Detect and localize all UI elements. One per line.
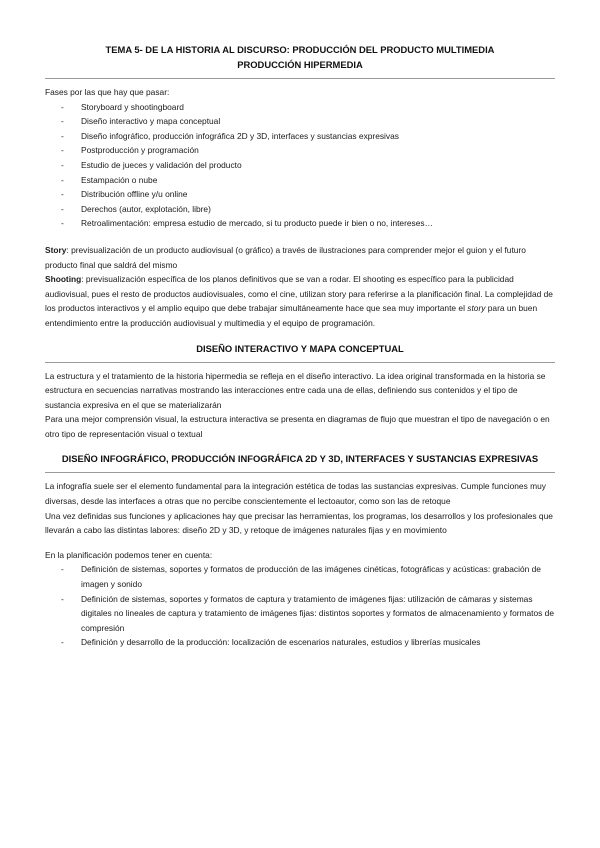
list-item: - Derechos (autor, explotación, libre) [61,202,555,217]
list-item: - Diseño interactivo y mapa conceptual [61,114,555,129]
section-divider [45,362,555,363]
infographic-paragraph-1: La infografía suele ser el elemento fundamental para la integración estética de todas las sustancias expresivas. Cumple funciones muy diversas, desde las interfaces a otras que no percibe conscientemente el lectoautor, como son las de retoque [45,481,546,507]
section-divider [45,472,555,473]
interactive-paragraph-1: La estructura y el tratamiento de la historia hipermedia se refleja en el diseño interactivo. La idea original transformada en la historia se estructura en secuencias narrativas mostrando las interacciones entre cada una de ellas, definiendo sus contenidos y el tipo de sustancia expresiva en el que se materializarán [45,370,546,410]
list-item: - Distribución offline y/u online [61,187,555,202]
story-text: : previsualización de un producto audiovisual (o gráfico) a través de ilustraciones para comprender mejor el guion y el futuro producto final que saldrá del mismo [45,244,526,270]
list-item: - Estampación o nube [61,173,555,188]
interactive-paragraph-2: Para una mejor comprensión visual, la estructura interactiva se presenta en diagramas de flujo que muestran el tipo de navegación o en otro tipo de representación visual o textual [45,414,550,439]
list-item: - Estudio de jueces y validación del producto [61,158,555,173]
heading-infographic-design: DISEÑO INFOGRÁFICO, PRODUCCIÓN INFOGRÁFICA 2D Y 3D, INTERFACES Y SUSTANCIAS EXPRESIVAS [61,453,539,465]
list-item: - Definición de sistemas, soportes y formatos de captura y tratamiento de imágenes fijas: utilización de cámaras y sistemas digitales no lineales de captura y tratamiento de imágenes fijas: distintos soportes y formatos de almacenamiento y formatos de compresión [61,592,555,636]
shooting-definition [45,272,555,330]
title-divider [45,78,555,79]
list-item: - Retroalimentación: empresa estudio de mercado, si tu producto puede ir bien o no, intereses… [61,216,555,231]
phases-list [45,100,555,231]
list-item: - Postproducción y programación [61,143,555,158]
story-term: Story [45,244,67,255]
planning-intro: En la planificación podemos tener en cuenta: [45,549,213,560]
shooting-term: Shooting [45,274,82,285]
document-title-line2: PRODUCCIÓN HIPERMEDIA [237,59,363,70]
list-item: - Definición y desarrollo de la producción: localización de escenarios naturales, estudios y librerías musicales [61,635,555,650]
planning-list [45,562,555,650]
infographic-paragraph-2: Una vez definidas sus funciones y aplicaciones hay que precisar las herramientas, los programas, los desarrollos y los profesionales que llevarán a cabo las distintas labores: diseño 2D y 3D, y retoque de imágenes naturales fijas y en movimiento [45,510,553,536]
list-item: - Storyboard y shootingboard [61,100,555,115]
shooting-italic-story: story [467,303,486,314]
heading-interactive-design: DISEÑO INTERACTIVO Y MAPA CONCEPTUAL [196,342,404,354]
document-page [45,42,555,650]
shooting-text-a: : previsualización específica de los planos definitivos que se van a rodar. El shooting es específico para la publicidad audiovisual, pues el resto de productos audiovisuales, como el cine, utilizan story para referirse a la planificación final. La complejidad de los productos interactivos y el amplio equipo que debe trabajar simultáneamente hace que sea muy importante el [45,274,553,314]
phases-intro: Fases por las que hay que pasar: [45,87,170,97]
list-item: - Diseño infográfico, producción infográfica 2D y 3D, interfaces y sustancias expresivas [61,129,555,144]
shooting-text-b: para un buen entendimiento entre la producción audiovisual y multimedia y el equipo de programación. [45,303,538,328]
story-definition [45,243,555,272]
document-title-line1: TEMA 5- DE LA HISTORIA AL DISCURSO: PRODUCCIÓN DEL PRODUCTO MULTIMEDIA [105,44,495,55]
list-item: - Definición de sistemas, soportes y formatos de producción de las imágenes cinéticas, fotográficas y acústicas: grabación de imagen y sonido [61,562,555,591]
